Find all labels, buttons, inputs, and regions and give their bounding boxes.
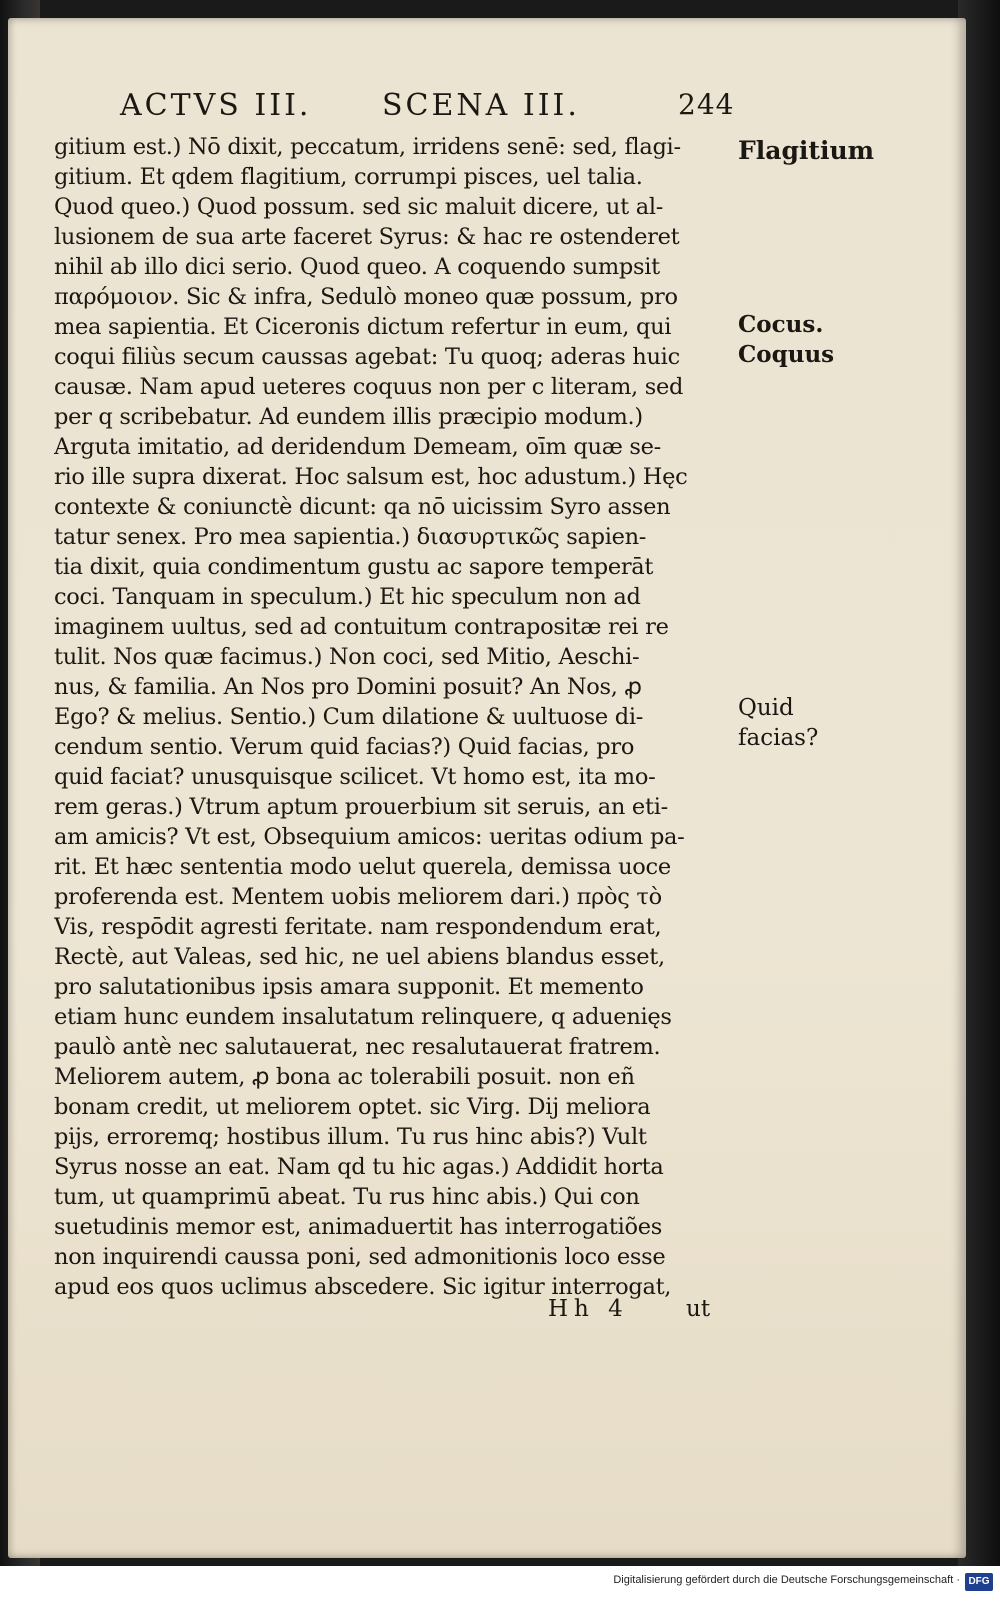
- margin-note-coquus: Coquus: [738, 341, 835, 368]
- margin-note-cocus: Cocus.: [738, 311, 824, 338]
- running-header: [120, 88, 740, 128]
- text-line: proferenda est. Mentem uobis meliorem dari.) πρὸς τὸ: [54, 884, 662, 910]
- text-line: coqui filiùs secum caussas agebat: Tu quoq; aderas huic: [54, 344, 680, 370]
- text-line: am amicis? Vt est, Obsequium amicos: ueritas odium pa-: [54, 824, 685, 850]
- text-line: Ego? & melius. Sentio.) Cum dilatione & uultuose di-: [54, 704, 644, 730]
- digitization-credit: Digitalisierung gefördert durch die Deutsche Forschungsgemeinschaft ·: [613, 1574, 960, 1586]
- margin-note-quid: Quid: [738, 695, 794, 721]
- text-line: παρόμοιον. Sic & infra, Sedulò moneo quæ possum, pro: [54, 284, 678, 310]
- signature-line: [548, 1296, 728, 1328]
- header-scene: SCENA III.: [382, 88, 580, 123]
- text-line: gitium. Et qdem flagitium, corrumpi pisces, uel talia.: [54, 164, 643, 190]
- text-line: rio ille supra dixerat. Hoc salsum est, hoc adustum.) Hęc: [54, 464, 688, 490]
- text-line: non inquirendi caussa poni, sed admonitionis loco esse: [54, 1244, 666, 1270]
- margin-note-flagitium: Flagitium: [738, 136, 875, 165]
- text-line: tum, ut quamprimū abeat. Tu rus hinc abis.) Qui con: [54, 1184, 640, 1210]
- text-line: etiam hunc eundem insalutatum relinquere, q aduenięs: [54, 1004, 672, 1030]
- text-line: cendum sentio. Verum quid facias?) Quid facias, pro: [54, 734, 635, 760]
- text-line: mea sapientia. Et Ciceronis dictum refertur in eum, qui: [54, 314, 672, 340]
- text-line: per q scribebatur. Ad eundem illis præcipio modum.): [54, 404, 643, 430]
- text-line: nihil ab illo dici serio. Quod queo. A coquendo sumpsit: [54, 254, 660, 280]
- text-line: Vis, respōdit agresti feritate. nam respondendum erat,: [54, 914, 662, 940]
- text-line: coci. Tanquam in speculum.) Et hic speculum non ad: [54, 584, 641, 610]
- text-line: lusionem de sua arte faceret Syrus: & hac re ostenderet: [54, 224, 680, 250]
- dfg-logo: DFG: [965, 1573, 993, 1591]
- text-line: quid faciat? unusquisque scilicet. Vt homo est, ita mo-: [54, 764, 656, 790]
- text-line: Meliorem autem, ꝓ bona ac tolerabili posuit. non eñ: [54, 1064, 635, 1090]
- text-line: apud eos quos uclimus abscedere. Sic igitur interrogat,: [54, 1274, 672, 1300]
- text-line: causæ. Nam apud ueteres coquus non per c literam, sed: [54, 374, 684, 400]
- text-line: contexte & coniunctè dicunt: qa nō uicissim Syro assen: [54, 494, 671, 520]
- text-line: imaginem uultus, sed ad contuitum contrapositæ rei re: [54, 614, 669, 640]
- text-line: nus, & familia. An Nos pro Domini posuit? An Nos, ꝓ: [54, 674, 642, 700]
- text-line: bonam credit, ut meliorem optet. sic Virg. Dij meliora: [54, 1094, 651, 1120]
- text-line: pijs, erroremq; hostibus illum. Tu rus hinc abis?) Vult: [54, 1124, 647, 1150]
- margin-note-facias: facias?: [738, 725, 819, 751]
- text-line: rem geras.) Vtrum aptum prouerbium sit seruis, an eti-: [54, 794, 668, 820]
- text-line: suetudinis memor est, animaduertit has interrogatiões: [54, 1214, 663, 1240]
- text-line: gitium est.) Nō dixit, peccatum, irridens senē: sed, flagi-: [54, 134, 681, 160]
- text-line: Rectè, aut Valeas, sed hic, ne uel abiens blandus esset,: [54, 944, 665, 970]
- text-line: paulò antè nec salutauerat, nec resalutauerat fratrem.: [54, 1034, 661, 1060]
- text-line: tulit. Nos quæ facimus.) Non coci, sed Mitio, Aeschi-: [54, 644, 640, 670]
- catchword: ut: [686, 1296, 711, 1322]
- text-line: Arguta imitatio, ad deridendum Demeam, oīm quæ se-: [54, 434, 661, 460]
- text-line: Quod queo.) Quod possum. sed sic maluit dicere, ut al-: [54, 194, 664, 220]
- signature-mark: Hh 4: [548, 1296, 629, 1322]
- text-line: rit. Et hæc sententia modo uelut querela, demissa uoce: [54, 854, 671, 880]
- text-line: tia dixit, quia condimentum gustu ac sapore temperāt: [54, 554, 654, 580]
- text-line: tatur senex. Pro mea sapientia.) διασυρτικῶς sapien-: [54, 524, 647, 550]
- main-text-block: [54, 132, 730, 1302]
- page-number: 244: [678, 88, 735, 121]
- text-line: pro salutationibus ipsis amara supponit. Et memento: [54, 974, 644, 1000]
- text-line: Syrus nosse an eat. Nam qd tu hic agas.) Addidit horta: [54, 1154, 664, 1180]
- header-act: ACTVS III.: [120, 88, 312, 123]
